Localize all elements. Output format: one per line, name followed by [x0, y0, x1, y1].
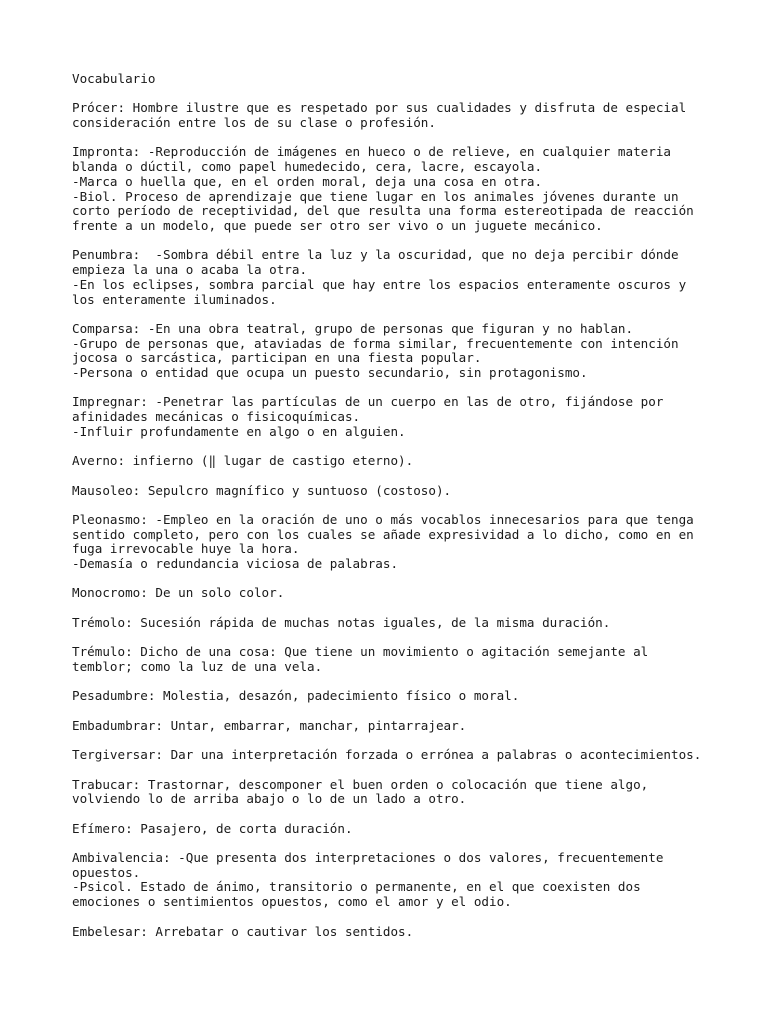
document-title: Vocabulario — [72, 71, 156, 86]
vocabulary-entry — [72, 145, 712, 233]
vocabulary-entry — [72, 689, 712, 704]
vocabulary-entry — [72, 822, 712, 837]
entry-definition-line: frente a un modelo, que puede ser otro ser vivo o un juguete mecánico. — [72, 218, 603, 233]
entry-definition-first-line: Pesadumbre: Molestia, desazón, padecimiento físico o moral. — [72, 688, 520, 704]
entry-definition-first-line: Trabucar: Trastornar, descomponer el buen orden o colocación que tiene algo, — [72, 776, 649, 792]
entry-definition-line: fuga irrevocable huye la hora. — [72, 541, 300, 557]
entry-definition-first-line: Trémolo: Sucesión rápida de muchas notas iguales, de la misma duración. — [72, 614, 611, 630]
vocabulary-entry — [72, 616, 712, 631]
entry-definition-line: emociones o sentimientos opuestos, como el amor y el odio. — [72, 894, 512, 910]
entry-definition-first-line: Ambivalencia: -Que presenta dos interpretaciones o dos valores, frecuentemente — [72, 850, 664, 865]
entry-definition-line: empieza la una o acaba la otra. — [72, 262, 308, 278]
entry-definition-first-line: Trémulo: Dicho de una cosa: Que tiene un movimiento o agitación semejante al — [72, 644, 649, 660]
entry-definition-first-line: Embelesar: Arrebatar o cautivar los sentidos. — [72, 923, 414, 939]
vocabulary-entry — [72, 645, 712, 674]
entry-definition-line: jocosa o sarcástica, participan en una fiesta popular. — [72, 350, 482, 366]
entry-definition-first-line: Mausoleo: Sepulcro magnífico y suntuoso (costoso). — [72, 482, 452, 498]
entry-definition-line: sentido completo, pero con los cuales se añade expresividad a lo dicho, como en en — [72, 526, 694, 542]
vocabulary-entry — [72, 851, 712, 910]
entry-definition-line: blanda o dúctil, como papel humedecido, cera, lacre, escayola. — [72, 159, 543, 175]
vocabulary-entry — [72, 322, 712, 381]
entry-definition-line: consideración entre los de su clase o profesión. — [72, 115, 436, 131]
entry-definition-line: opuestos. — [72, 864, 141, 880]
entry-definition-first-line: Pleonasmo: -Empleo en la oración de uno o más vocablos innecesarios para que tenga — [72, 511, 694, 527]
vocabulary-entry — [72, 586, 712, 601]
vocabulary-entry — [72, 925, 712, 940]
vocabulary-entry — [72, 484, 712, 499]
entry-definition-first-line: Monocromo: De un solo color. — [72, 585, 285, 601]
entry-definition-first-line: Efímero: Pasajero, de corta duración. — [72, 820, 353, 836]
entry-definition-first-line: Tergiversar: Dar una interpretación forzada o errónea a palabras o acontecimientos. — [72, 747, 702, 763]
entry-definition-line: -Psicol. Estado de ánimo, transitorio o permanente, en el que coexisten dos — [72, 879, 641, 895]
entry-definition-line: -Influir profundamente en algo o en alguien. — [72, 423, 406, 439]
vocabulary-entry — [72, 748, 712, 763]
entry-definition-first-line: Impregnar: -Penetrar las partículas de un cuerpo en las de otro, fijándose por — [72, 394, 664, 410]
vocabulary-entry — [72, 248, 712, 307]
entry-definition-line: los enteramente iluminados. — [72, 291, 277, 307]
entry-definition-first-line: Averno: infierno (‖ lugar de castigo eterno). — [72, 453, 414, 469]
entry-definition-first-line: Prócer: Hombre ilustre que es respetado por sus cualidades y disfruta de especial — [72, 100, 687, 116]
entry-definition-first-line: Impronta: -Reproducción de imágenes en hueco o de relieve, en cualquier materia — [72, 144, 671, 160]
entry-list — [72, 101, 712, 939]
entry-definition-first-line: Comparsa: -En una obra teatral, grupo de personas que figuran y no hablan. — [72, 320, 634, 336]
vocabulary-entry — [72, 719, 712, 734]
entry-definition-line: -En los eclipses, sombra parcial que hay entre los espacios enteramente oscuros y — [72, 276, 687, 292]
entry-definition-line: temblor; como la luz de una vela. — [72, 658, 323, 674]
entry-definition-line: -Grupo de personas que, ataviadas de forma similar, frecuentemente con intención — [72, 335, 679, 351]
entry-definition-line: -Demasía o redundancia viciosa de palabras. — [72, 556, 399, 572]
entry-definition-line: volviendo lo de arriba abajo o lo de un lado a otro. — [72, 791, 467, 807]
vocabulary-entry — [72, 513, 712, 572]
document-page — [72, 72, 712, 954]
entry-definition-first-line: Penumbra: -Sombra débil entre la luz y la oscuridad, que no deja percibir dónde — [72, 247, 679, 263]
vocabulary-entry — [72, 395, 712, 439]
vocabulary-entry — [72, 454, 712, 469]
vocabulary-entry — [72, 101, 712, 130]
entry-definition-line: -Marca o huella que, en el orden moral, deja una cosa en otra. — [72, 173, 543, 189]
entry-definition-line: -Persona o entidad que ocupa un puesto secundario, sin protagonismo. — [72, 365, 588, 380]
entry-definition-line: corto período de receptividad, del que resulta una forma estereotipada de reacción — [72, 203, 694, 219]
entry-definition-line: afinidades mecánicas o fisicoquímicas. — [72, 409, 361, 425]
entry-definition-line: -Biol. Proceso de aprendizaje que tiene lugar en los animales jóvenes durante un — [72, 188, 679, 204]
entry-definition-first-line: Embadumbrar: Untar, embarrar, manchar, pintarrajear. — [72, 717, 467, 733]
vocabulary-entry — [72, 778, 712, 807]
